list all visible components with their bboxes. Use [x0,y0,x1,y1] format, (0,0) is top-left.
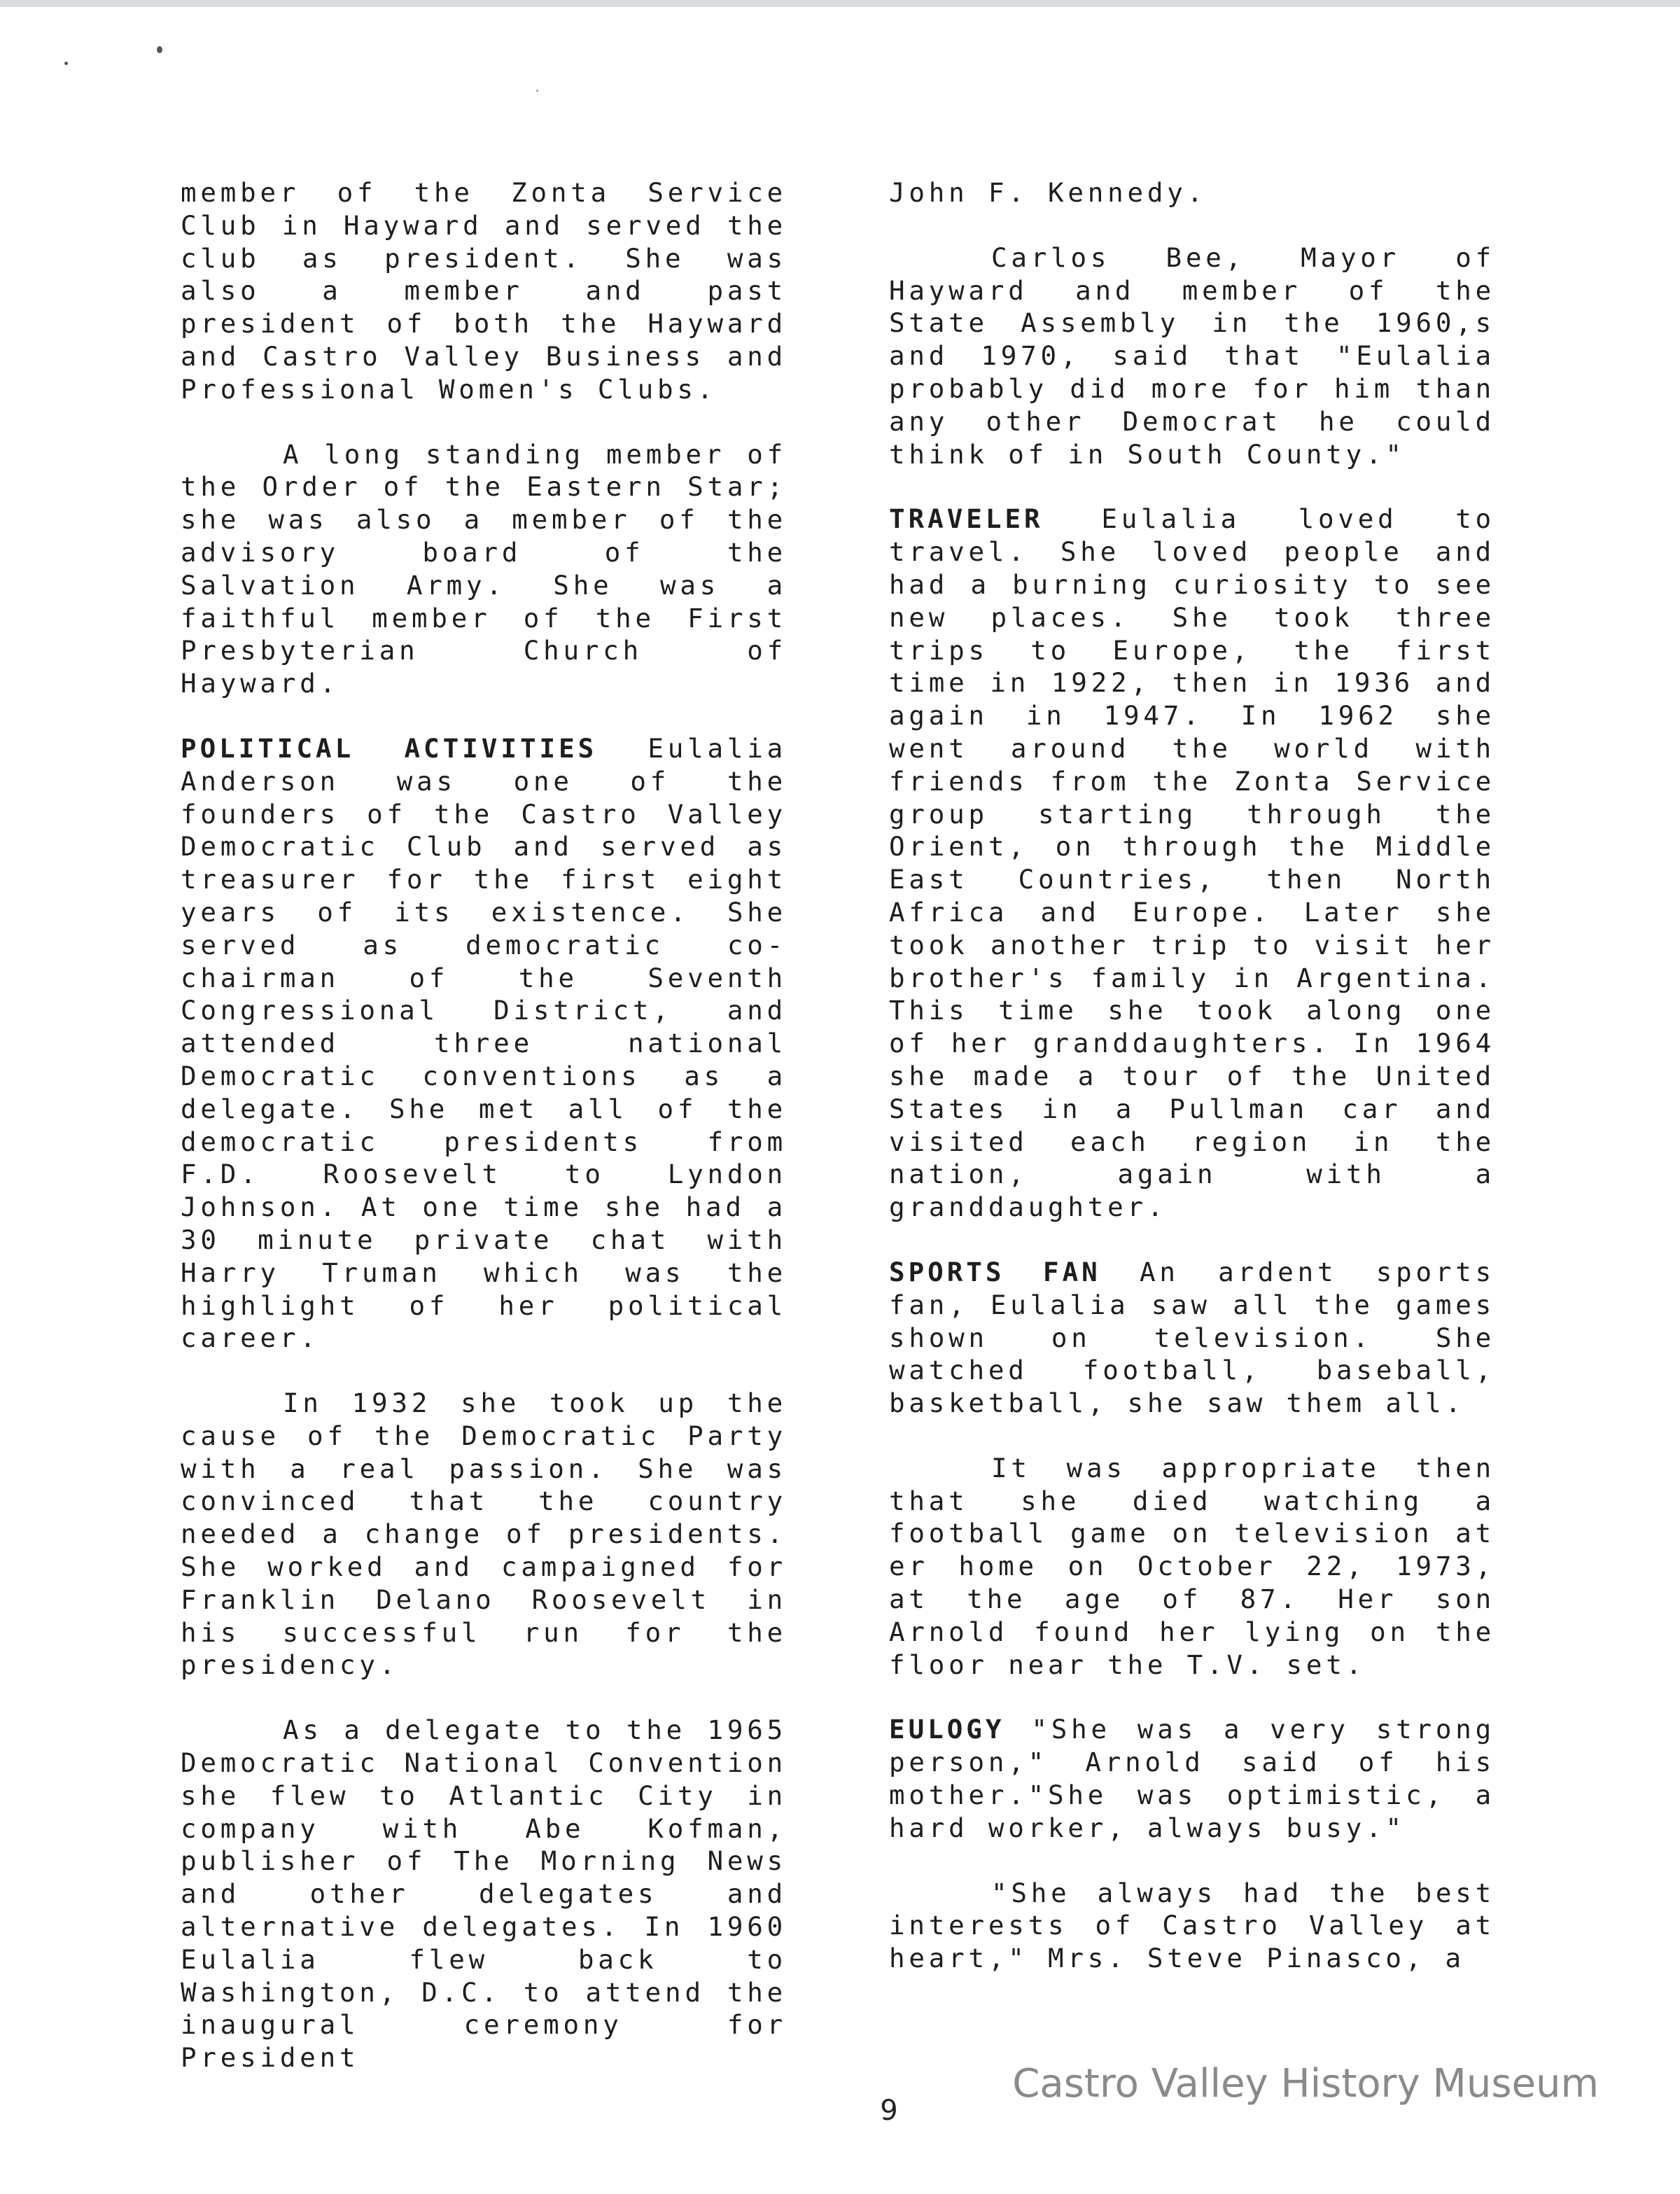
section-heading: EULOGY [889,1714,1005,1745]
paragraph-text: In 1932 she took up the cause of the Democratic Party with a real passion. She was convinced that the country needed a change of presidents. She worked and campaigned for Franklin Delano Roosevelt in his successful run for the presidency. [181,1388,787,1681]
paragraph-text: It was appropriate then that she died watching a football game on television at er home on October 22, 1973, at the age of 87. Her son Arnold found her lying on the floor near the T.V. set. [889,1452,1495,1680]
page-number: 9 [880,2095,898,2127]
paragraph-text: Carlos Bee, Mayor of Hayward and member of the State Assembly in the 1960,s and 1970, said that "Eulalia probably did more for him than any other Democrat he could think of in South County." [889,242,1495,470]
article-paragraph [889,503,1495,1224]
article-paragraph [889,1452,1495,1682]
paragraph-text: As a delegate to the 1965 Democratic National Convention she flew to Atlantic City in company with Abe Kofman, publisher of The Morning News and other delegates and alternative delegates. In 1960 Eulalia flew back to Washington, D.C. to attend the inaugural ceremony for President [181,1714,787,2074]
paragraph-text: John F. Kennedy. [889,177,1208,208]
museum-watermark: Castro Valley History Museum [1012,2061,1599,2106]
section-heading: TRAVELER [889,503,1044,535]
article-paragraph [181,176,787,406]
paragraph-text: An ardent sports fan, Eulalia saw all the games shown on television. She watched football, baseball, basketball, she saw them all. [889,1256,1495,1419]
scan-speck [64,62,68,65]
article-paragraph [181,1387,787,1682]
article-paragraph [181,438,787,700]
paragraph-text: "She always had the best interests of Castro Valley at heart," Mrs. Steve Pinasco, a [889,1877,1495,1974]
section-heading: SPORTS FAN [889,1256,1101,1287]
section-heading: POLITICAL ACTIVITIES [181,732,598,764]
article-paragraph [889,1877,1495,1975]
paragraph-text: member of the Zonta Service Club in Hayward and served the club as president. She was also a member and past president of both the Hayward and Castro Valley Business and Professional Women's Clubs. [181,177,787,405]
article-paragraph [181,1714,787,2074]
article-paragraph [181,732,787,1355]
paragraph-text: "She was a very strong person," Arnold said of his mother."She was optimistic, a hard worker, always busy." [889,1714,1495,1843]
paragraph-text: Eulalia loved to travel. She loved people and had a burning curiosity to see new places. She took three trips to Europe, the first time in 1922, then in 1936 and again in 1947. In 1962 she went around the world with friends from the Zonta Service group starting through the Orient, on through the Middle East Countries, then North Africa and Europe. Later she took another trip to visit her brother's family in Argentina. This time she took along one of her granddaughters. In 1964 she made a tour of the United States in a Pullman car and visited each region in the nation, again with a granddaughter. [889,503,1495,1223]
article-paragraph [889,176,1495,209]
left-column [181,176,787,2106]
article-paragraph [889,1713,1495,1844]
paragraph-text: Eulalia Anderson was one of the founders of the Castro Valley Democratic Club and served as treasurer for the first eight years of its existence. She served as democratic co-chairman of the Seventh Congressional District, and attended three national Democratic conventions as a delegate. She met all of the democratic presidents from F.D. Roosevelt to Lyndon Johnson. At one time she had a 30 minute private chat with Harry Truman which was the highlight of her political career. [181,732,787,1354]
article-paragraph [889,1256,1495,1420]
right-column [889,176,1495,2007]
scan-edge [0,0,1680,7]
paragraph-text: A long standing member of the Order of the Eastern Star; she was also a member of the advisory board of the Salvation Army. She was a faithful member of the First Presbyterian Church of Hayward. [181,438,787,699]
scan-speck [157,46,162,53]
article-paragraph [889,242,1495,471]
scan-speck [536,90,538,92]
